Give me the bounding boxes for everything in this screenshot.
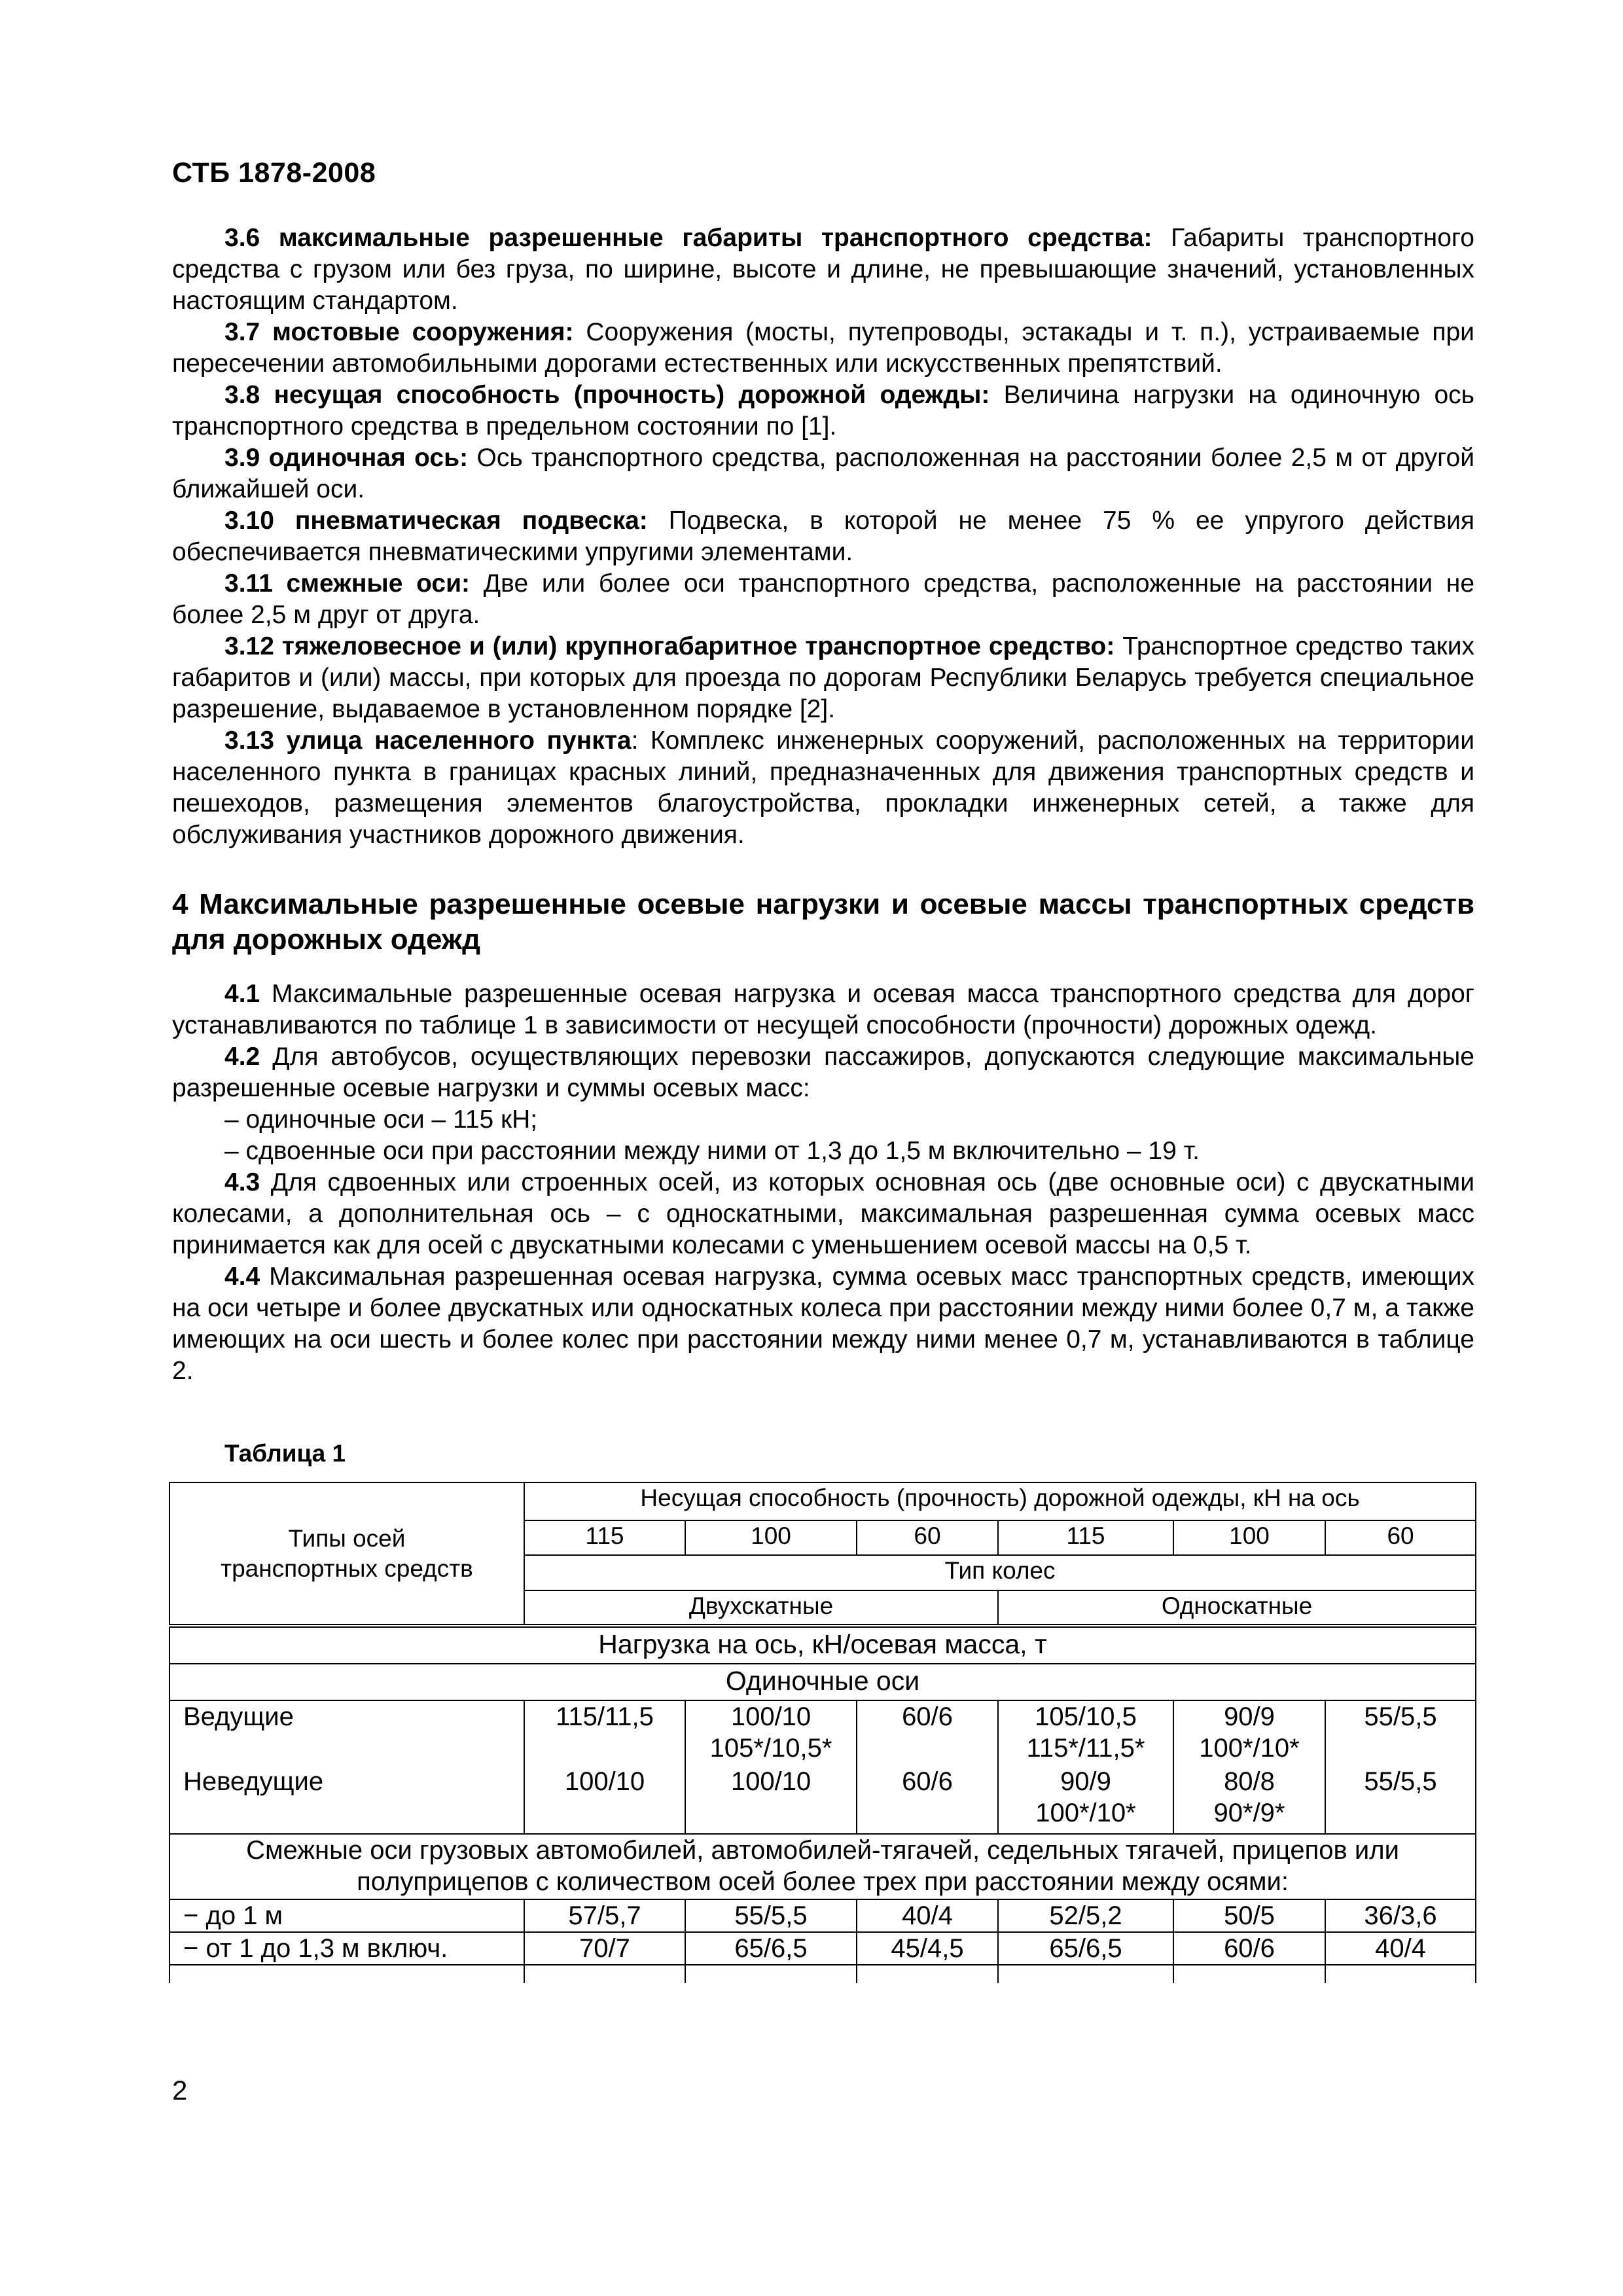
- capacity-value: 115: [998, 1520, 1173, 1555]
- table-cell: [524, 1766, 685, 1834]
- header-single-axles: Одиночные оси: [169, 1664, 1476, 1700]
- definition-number: 3.10: [224, 507, 274, 535]
- table-cell: 52/5,2: [998, 1899, 1173, 1932]
- table-cell: [857, 1766, 998, 1834]
- table-cell-empty: [685, 1965, 857, 1983]
- cell-line: 115/11,5: [556, 1702, 654, 1731]
- header-axle-types-line2: транспортных средств: [221, 1554, 473, 1582]
- header-axle-types: [169, 1482, 524, 1626]
- table-cell: [1325, 1700, 1476, 1766]
- capacity-value: 100: [1173, 1520, 1325, 1555]
- definition-number: 3.13: [224, 726, 274, 755]
- definition-3-6: [172, 223, 1474, 317]
- table-cell: 65/6,5: [998, 1932, 1173, 1965]
- paragraph-text: Для сдвоенных или строенных осей, из которых основная ось (две основные оси) с двускатными колесами, а дополнительная ось – с односкатными, максимальная разрешенная сумма осевых масс принимается как для осей с двускатными колесами с уменьшением осевой массы на 0,5 т.: [172, 1168, 1474, 1259]
- table-cell: 57/5,7: [524, 1899, 685, 1932]
- definition-text: Транспортное средство таких габаритов и (или) массы, при которых для проезда по дорогам Республики Беларусь требуется специальное разрешение, выдаваемое в установленном порядке [2].: [172, 632, 1474, 723]
- paragraph-4-2: [172, 1041, 1474, 1104]
- row-label-nondrive: Неведущие: [169, 1766, 524, 1834]
- table-cell-empty: [857, 1965, 998, 1983]
- definition-3-13: [172, 725, 1474, 851]
- section-4-body: [172, 978, 1474, 1387]
- table-1: [169, 1482, 1476, 1983]
- cell-line: 90/9: [1224, 1702, 1275, 1731]
- table-row-drive: [169, 1700, 1476, 1766]
- table-row-single-axles-header: [169, 1664, 1476, 1700]
- definition-number: 3.11: [224, 569, 273, 598]
- capacity-value: 60: [1325, 1520, 1476, 1555]
- row-label: − до 1 м: [169, 1899, 524, 1932]
- paragraph-number: 4.4: [224, 1263, 260, 1291]
- paragraph-text: Максимальные разрешенные осевая нагрузка и осевая масса транспортного средства для дорог устанавливаются по таблице 1 в зависимости от несущей способности (прочности) дорожных одежд.: [172, 980, 1474, 1039]
- table-row-load-header: [169, 1626, 1476, 1664]
- table-cell: 60/6: [1173, 1932, 1325, 1965]
- document-code-header: СТБ 1878-2008: [172, 157, 376, 188]
- header-adjacent-axles: [169, 1834, 1476, 1899]
- table-cell: [685, 1700, 857, 1766]
- table-cell-empty: [169, 1965, 524, 1983]
- table-cell: 70/7: [524, 1932, 685, 1965]
- definition-text: Ось транспортного средства, расположенная на расстоянии более 2,5 м от другой ближайшей оси.: [172, 444, 1474, 503]
- paragraph-4-4: [172, 1261, 1474, 1387]
- definition-number: 3.8: [224, 381, 260, 409]
- table-cell: [998, 1700, 1173, 1766]
- definition-3-11: [172, 568, 1474, 631]
- table-cell: 45/4,5: [857, 1932, 998, 1965]
- section-4-title: 4 Максимальные разрешенные осевые нагрузки и осевые массы транспортных средств для дорожных одежд: [172, 888, 1474, 956]
- definition-text: Две или более оси транспортного средства, расположенные на расстоянии не более 2,5 м друг от друга.: [172, 569, 1475, 629]
- header-wheel-type: Тип колес: [524, 1555, 1476, 1590]
- table-cell-empty: [1325, 1965, 1476, 1983]
- definition-term: одиночная ось:: [268, 444, 469, 472]
- table-header-row-capacity: [169, 1482, 1476, 1520]
- table-cell: 55/5,5: [685, 1899, 857, 1932]
- header-adjacent-line1: Смежные оси грузовых автомобилей, автомобилей-тягачей, седельных тягачей, прицепов или: [246, 1836, 1399, 1865]
- definition-3-10: [172, 505, 1474, 568]
- page-number: 2: [172, 2075, 188, 2106]
- cell-line: 90/9: [1060, 1767, 1111, 1796]
- cell-line: 105*/10,5*: [709, 1734, 832, 1763]
- cell-line: 55/5,5: [1364, 1702, 1437, 1731]
- row-label-drive: Ведущие: [169, 1700, 524, 1766]
- paragraph-number: 4.1: [224, 980, 260, 1008]
- header-capacity: Несущая способность (прочность) дорожной одежды, кН на ось: [524, 1482, 1476, 1520]
- table-cell-empty: [998, 1965, 1173, 1983]
- table-row-continuation: [169, 1965, 1476, 1983]
- capacity-value: 100: [685, 1520, 857, 1555]
- table-cell: 65/6,5: [685, 1932, 857, 1965]
- definition-3-8: [172, 380, 1474, 442]
- cell-line: 100*/10*: [1035, 1799, 1136, 1827]
- definition-text: Габариты транспортного средства с грузом или без груза, по ширине, высоте и длине, не превышающие значений, установленных настоящим стандартом.: [172, 224, 1474, 315]
- header-adjacent-line2: полуприцепов с количеством осей более трех при расстоянии между осями:: [357, 1867, 1289, 1896]
- definition-term: мостовые сооружения:: [272, 318, 574, 346]
- paragraph-4-3: [172, 1167, 1474, 1261]
- definition-3-12: [172, 631, 1474, 725]
- table-cell: [998, 1766, 1173, 1834]
- list-item-single-axles: – одиночные оси – 115 кН;: [224, 1105, 538, 1134]
- definition-text: Сооружения (мосты, путепроводы, эстакады и т. п.), устраиваемые при пересечении автомобильными дорогами естественных или искусственных препятствий.: [172, 318, 1474, 378]
- definition-term: улица населенного пункта: [286, 726, 632, 755]
- paragraph-text: Для автобусов, осуществляющих перевозки пассажиров, допускаются следующие максимальные разрешенные осевые нагрузки и суммы осевых масс:: [172, 1043, 1474, 1102]
- definition-number: 3.9: [224, 444, 260, 472]
- definition-term: максимальные разрешенные габариты транспортного средства:: [278, 224, 1152, 252]
- paragraph-text: Максимальная разрешенная осевая нагрузка, сумма осевых масс транспортных средств, имеющих на оси четыре и более двускатных или односкатных колеса при расстоянии между ними более 0,7 м, а также имеющих на оси шесть и более колес при расстоянии между ними менее 0,7 м, устанавливаются в таблице 2.: [172, 1263, 1474, 1385]
- cell-line: 90*/9*: [1213, 1799, 1285, 1827]
- table-cell: [1325, 1766, 1476, 1834]
- table-row-adjacent-header: [169, 1834, 1476, 1899]
- paragraph-number: 4.3: [224, 1168, 260, 1196]
- cell-line: 105/10,5: [1035, 1702, 1137, 1731]
- table-cell: 40/4: [857, 1899, 998, 1932]
- capacity-value: 115: [524, 1520, 685, 1555]
- definition-text: Подвеска, в которой не менее 75 % ее упругого действия обеспечивается пневматическими упругими элементами.: [172, 507, 1474, 566]
- cell-line: 55/5,5: [1364, 1767, 1437, 1796]
- header-load: Нагрузка на ось, кН/осевая масса, т: [169, 1626, 1476, 1664]
- table-cell: 36/3,6: [1325, 1899, 1476, 1932]
- definition-term: смежные оси:: [286, 569, 471, 598]
- table-cell: 50/5: [1173, 1899, 1325, 1932]
- table-cell: [857, 1700, 998, 1766]
- row-label: − от 1 до 1,3 м включ.: [169, 1932, 524, 1965]
- definition-term: несущая способность (прочность) дорожной одежды:: [274, 381, 990, 409]
- cell-line: 100/10: [730, 1767, 812, 1796]
- paragraph-number: 4.2: [224, 1043, 260, 1071]
- table-cell: [524, 1700, 685, 1766]
- definitions-block: [172, 223, 1474, 851]
- definition-text: : Комплекс инженерных сооружений, расположенных на территории населенного пункта в границах красных линий, предназначенных для движения транспортных средств и пешеходов, размещения элементов благоустройства, прокладки инженерных сетей, а также для обслуживания участников дорожного движения.: [172, 726, 1474, 849]
- definition-number: 3.6: [224, 224, 260, 252]
- paragraph-4-1: [172, 978, 1474, 1041]
- cell-line: 80/8: [1224, 1767, 1275, 1796]
- table-1-caption: Таблица 1: [224, 1440, 346, 1467]
- cell-line: 100*/10*: [1199, 1734, 1300, 1763]
- table-cell: [1173, 1766, 1325, 1834]
- header-single-wheels: Односкатные: [998, 1590, 1476, 1626]
- definition-text: Величина нагрузки на одиночную ось транспортного средства в предельном состоянии по [1].: [172, 381, 1474, 440]
- definition-number: 3.7: [224, 318, 260, 346]
- table-row-nondrive: [169, 1766, 1476, 1834]
- definition-number: 3.12: [224, 632, 274, 660]
- definition-3-7: [172, 317, 1474, 380]
- capacity-value: 60: [857, 1520, 998, 1555]
- table-cell-empty: [524, 1965, 685, 1983]
- header-twin-wheels: Двухскатные: [524, 1590, 998, 1626]
- cell-line: 100/10: [730, 1702, 812, 1731]
- definition-term: пневматическая подвеска:: [294, 507, 648, 535]
- definition-3-9: [172, 442, 1474, 505]
- table-row: [169, 1932, 1476, 1965]
- cell-line: 60/6: [902, 1702, 953, 1731]
- definition-term: тяжеловесное и (или) крупногабаритное транспортное средство:: [281, 632, 1115, 660]
- header-axle-types-line1: Типы осей: [288, 1524, 406, 1552]
- table-cell-empty: [1173, 1965, 1325, 1983]
- list-item-twin-axles: – сдвоенные оси при расстоянии между ними от 1,3 до 1,5 м включительно – 19 т.: [224, 1137, 1200, 1165]
- cell-line: 60/6: [902, 1767, 953, 1796]
- table-row: [169, 1899, 1476, 1932]
- table-cell: [1173, 1700, 1325, 1766]
- table-cell: [685, 1766, 857, 1834]
- cell-line: 115*/11,5*: [1026, 1734, 1145, 1763]
- table-cell: 40/4: [1325, 1932, 1476, 1965]
- cell-line: 100/10: [564, 1767, 645, 1796]
